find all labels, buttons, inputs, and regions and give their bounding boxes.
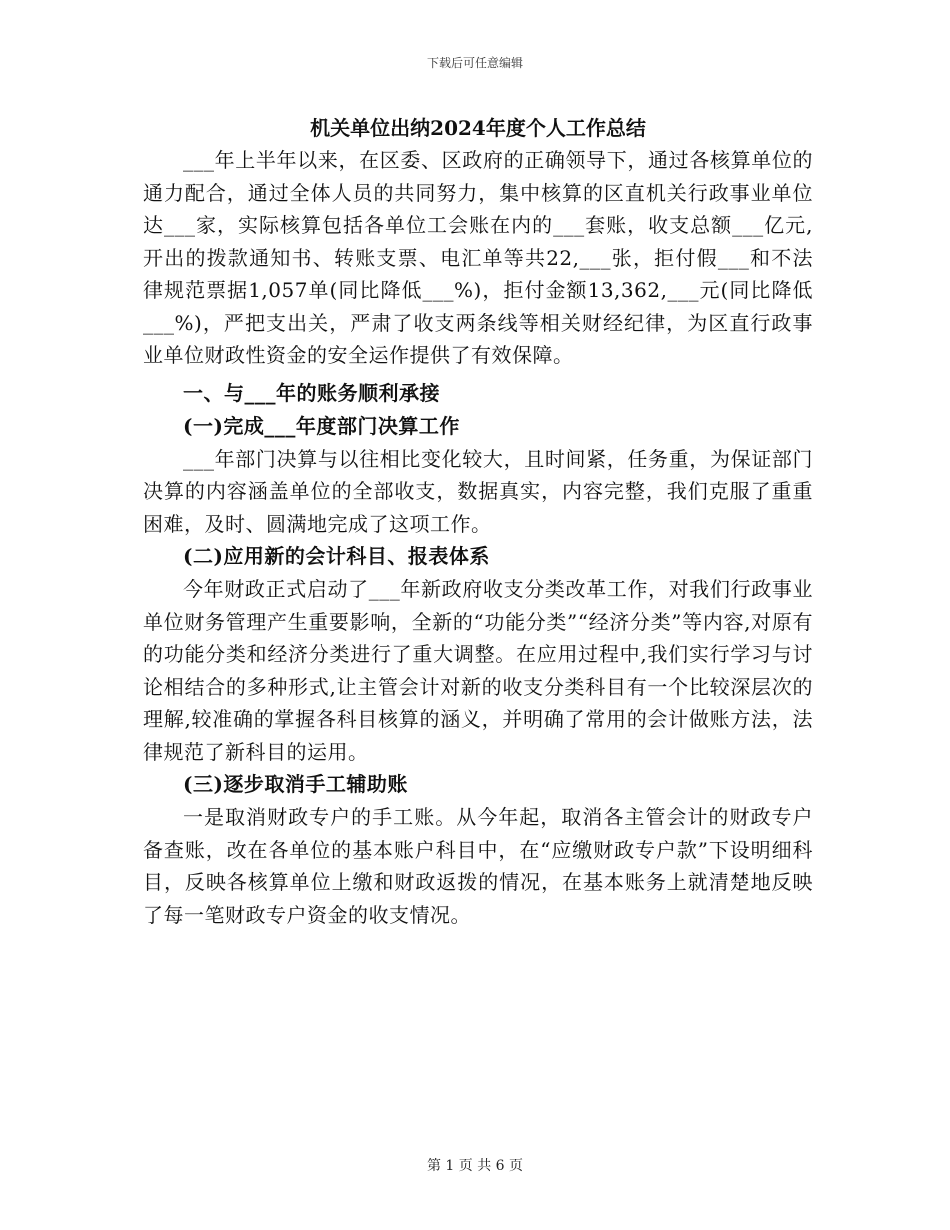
subsection-paragraph-1: ___年部门决算与以往相比变化较大，且时间紧，任务重，为保证部门决算的内容涵盖单位的全部收支，数据真实，内容完整，我们克服了重重困难，及时、圆满地完成了这项工作。 xyxy=(143,446,813,536)
document-body xyxy=(143,112,813,931)
subsection-heading-2: (二)应用新的会计科目、报表体系 xyxy=(183,544,490,568)
subsection-heading-3: (三)逐步取消手工辅助账 xyxy=(183,772,408,796)
page-number: 第 1 页 共 6 页 xyxy=(426,1158,524,1174)
header-note: 下载后可任意编辑 xyxy=(426,56,523,70)
document-title: 机关单位出纳2024年度个人工作总结 xyxy=(310,116,646,140)
subsection-heading-1: (一)完成___年度部门决算工作 xyxy=(183,413,460,438)
section-heading-1: 一、与___年的账务顺利承接 xyxy=(183,380,440,405)
subsection-paragraph-3: 一是取消财政专户的手工账。从今年起，取消各主管会计的财政专户备查账，改在各单位的基本账户科目中，在“应缴财政专户款”下设明细科目，反映各核算单位上缴和财政返拨的情况，在基本账务上就清楚地反映了每一笔财政专户资金的收支情况。 xyxy=(143,805,813,927)
intro-paragraph: ___年上半年以来，在区委、区政府的正确领导下，通过各核算单位的通力配合，通过全体人员的共同努力，集中核算的区直机关行政事业单位达___家，实际核算包括各单位工会账在内的___套账，收支总额___亿元,开出的拨款通知书、转账支票、电汇单等共22,___张，拒付假___和不法律规范票据1,057单(同比降低___%)，拒付金额13,362,___元(同比降低___%)，严把支出关，严肃了收支两条线等相关财经纪律，为区直行政事业单位财政性资金的安全运作提供了有效保障。 xyxy=(143,148,813,367)
subsection-paragraph-2: 今年财政正式启动了___年新政府收支分类改革工作，对我们行政事业单位财务管理产生重要影响，全新的“功能分类”“经济分类”等内容,对原有的功能分类和经济分类进行了重大调整。在应用过程中,我们实行学习与讨论相结合的多种形式,让主管会计对新的收支分类科目有一个比较深层次的理解,较准确的掌握各科目核算的涵义，并明确了常用的会计做账方法，法律规范了新科目的运用。 xyxy=(143,577,813,764)
